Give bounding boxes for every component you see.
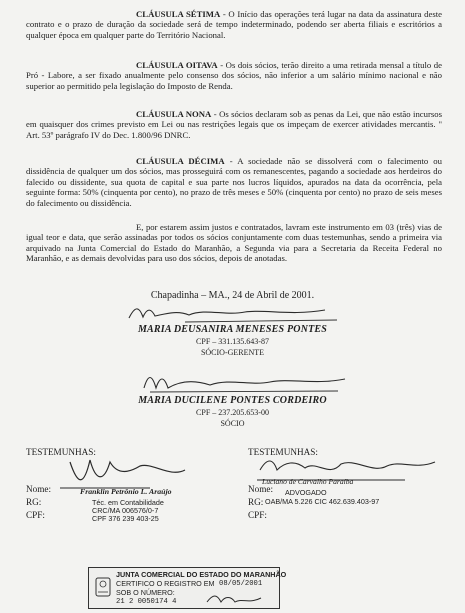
signature-witness-left (60, 452, 210, 492)
witness-right-cpf: CPF: (248, 510, 267, 520)
partner-2-role: SÓCIO (220, 419, 245, 428)
registry-line1: JUNTA COMERCIAL DO ESTADO DO MARANHÃO (116, 570, 287, 579)
partner-1-role: SÓCIO-GERENTE (200, 348, 265, 357)
partner-1-cpf: CPF – 331.135.643-87 (196, 337, 269, 346)
clause-setima (26, 9, 442, 40)
clause-title: CLÁUSULA SÉTIMA (136, 9, 221, 19)
registry-line3: SOB O NÚMERO: (116, 588, 175, 597)
coat-of-arms-icon (94, 576, 112, 598)
witness-left-heading: TESTEMUNHAS: (26, 447, 96, 457)
closing-paragraph: E, por estarem assim justos e contratados, lavram este instrumento em 03 (três) vias de igual teor e data, que serão assinadas por todos os sócios conjuntamente com duas testemunhas, sendo a primeira via arquivado na Junta Comercial do Estado do Maranhão, a Segunda via para a Secretaria da Receita Federal no Maranhão, e as demais devolvidas para uso dos sócios, depois de anotadas. (26, 222, 442, 264)
clause-text: - A sociedade não se dissolverá com o falecimento ou dissidência de qualquer um dos sócios, mas prosseguirá com os remanescentes, pagando a sociedade aos herdeiros do falecido ou dissidente, sua quota de capital e sua parte nos lucros líquidos, apurados na data da ocorrência, pela seguinte forma: 50% (cinquenta por cento), no prazo de três meses e 50% (cinquenta por cento) no prazo de seis meses do falecimento ou dissidência. (26, 156, 442, 208)
witness-left-stamp-name: Franklin Petrônio L. Araújo (80, 487, 172, 496)
witness-right-stamp-name: Luciano de Carvalho Paraíba (262, 477, 354, 486)
partner-2-signature-text (0, 377, 465, 395)
registry-line2: CERTIFICO O REGISTRO EM (116, 579, 215, 588)
clause-title: CLÁUSULA DÉCIMA (136, 156, 225, 166)
clause-title: CLÁUSULA OITAVA (136, 60, 218, 70)
clause-nona (26, 109, 442, 140)
witness-left-nome: Nome: (26, 484, 52, 494)
registry-number: 21 2 0050174 4 (116, 598, 177, 606)
witness-left-stamp-line2: CRC/MA 006576/0-7 (92, 506, 159, 515)
witness-right-rg: RG: (248, 497, 264, 507)
clause-title: CLÁUSULA NONA (136, 109, 212, 119)
witness-right-heading: TESTEMUNHAS: (248, 447, 318, 457)
clause-text: - Os dois sócios, terão direito a uma retirada mensal a título de Pró - Labore, a ser fixado anualmente pelo consenso dos sócios, não inferior a um salário mínimo nacional e não superior ao permitido pela legislação do Imposto de Renda. (26, 60, 442, 91)
witness-left-cpf: CPF: (26, 510, 45, 520)
registry-date: 08/05/2001 (219, 580, 263, 588)
partner-2-name: MARIA DUCILENE PONTES CORDEIRO (138, 395, 327, 406)
registry-signature (205, 590, 265, 608)
witness-right-nome: Nome: (248, 484, 274, 494)
witness-right-stamp-line2: OAB/MA 5.226 CIC 462.639.403-97 (265, 497, 380, 506)
partner-2-cpf: CPF – 237.205.653-00 (196, 408, 269, 417)
witness-right-stamp-line1: ADVOGADO (285, 488, 327, 497)
witness-left-stamp-line1: Téc. em Contabilidade (92, 498, 164, 507)
clause-decima (26, 156, 442, 208)
witness-left-stamp-line3: CPF 376 239 403-25 (92, 514, 159, 523)
date-line: Chapadinha – MA., 24 de Abril de 2001. (150, 290, 315, 301)
witness-left-rg: RG: (26, 497, 42, 507)
clause-text: - Os sócios declaram sob as penas da Lei, que não estão incursos em quaisquer dos crimes previsto em Lei ou nas restrições legais que os impeçam de exercer atividades mercantis. " Art. 53º parágrafo IV do Dec. 1.800/96 DNRC. (26, 109, 442, 140)
clause-text: - O Início das operações terá lugar na data da assinatura deste contrato e o prazo de duração da sociedade será de tempo indeterminado, podendo ser aberta filiais e escritórios a qualquer época em qualquer parte do Território Nacional. (26, 9, 442, 40)
partner-1-name: MARIA DEUSANIRA MENESES PONTES (137, 324, 328, 335)
partner-1-signature-text (0, 307, 465, 325)
clause-oitava (26, 60, 442, 91)
